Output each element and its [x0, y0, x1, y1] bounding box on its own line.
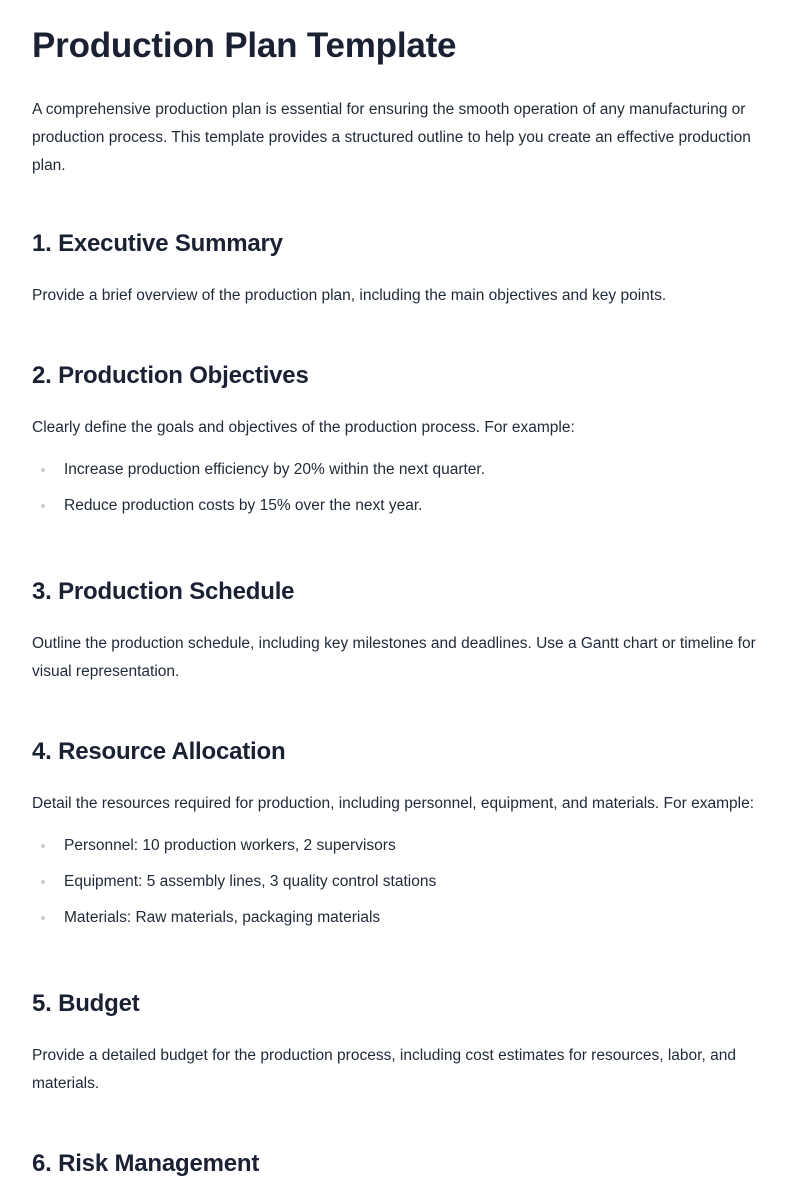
section-text: Provide a brief overview of the production plan, including the main objectives and key points. — [32, 287, 667, 304]
section-heading: 5. Budget — [32, 990, 140, 1017]
intro-paragraph: A comprehensive production plan is essential for ensuring the smooth operation of any manufacturing or production process. This template provides a structured outline to help you create an effective production plan. — [32, 101, 751, 174]
list-item-text: Reduce production costs by 15% over the next year. — [64, 497, 423, 514]
list-item — [32, 488, 772, 524]
section-executive-summary — [32, 228, 772, 310]
section-production-objectives — [32, 360, 772, 524]
section-text: Detail the resources required for production, including personnel, equipment, and materials. For example: — [32, 795, 754, 812]
section-heading: 3. Production Schedule — [32, 578, 295, 605]
bullet-icon — [41, 844, 45, 848]
objectives-list — [32, 452, 772, 524]
section-heading: 1. Executive Summary — [32, 230, 283, 257]
resources-list — [32, 828, 772, 936]
list-item-text: Increase production efficiency by 20% within the next quarter. — [64, 461, 486, 478]
section-heading: 2. Production Objectives — [32, 362, 309, 389]
section-risk-management — [32, 1148, 772, 1180]
bullet-icon — [41, 468, 45, 472]
bullet-icon — [41, 504, 45, 508]
section-resource-allocation — [32, 736, 772, 936]
section-text: Outline the production schedule, including key milestones and deadlines. Use a Gantt chart or timeline for visual representation. — [32, 635, 756, 680]
bullet-icon — [41, 916, 45, 920]
section-production-schedule — [32, 576, 772, 686]
section-text: Clearly define the goals and objectives of the production process. For example: — [32, 419, 575, 436]
list-item-text: Materials: Raw materials, packaging materials — [64, 909, 381, 926]
section-heading: 6. Risk Management — [32, 1150, 260, 1177]
list-item-text: Personnel: 10 production workers, 2 supervisors — [64, 837, 396, 854]
page-title: Production Plan Template — [32, 26, 457, 65]
list-item — [32, 828, 772, 864]
list-item — [32, 900, 772, 936]
bullet-icon — [41, 880, 45, 884]
section-budget — [32, 988, 772, 1098]
list-item-text: Equipment: 5 assembly lines, 3 quality control stations — [64, 873, 437, 890]
section-heading: 4. Resource Allocation — [32, 738, 286, 765]
list-item — [32, 864, 772, 900]
list-item — [32, 452, 772, 488]
section-text: Provide a detailed budget for the production process, including cost estimates for resources, labor, and materials. — [32, 1047, 736, 1092]
